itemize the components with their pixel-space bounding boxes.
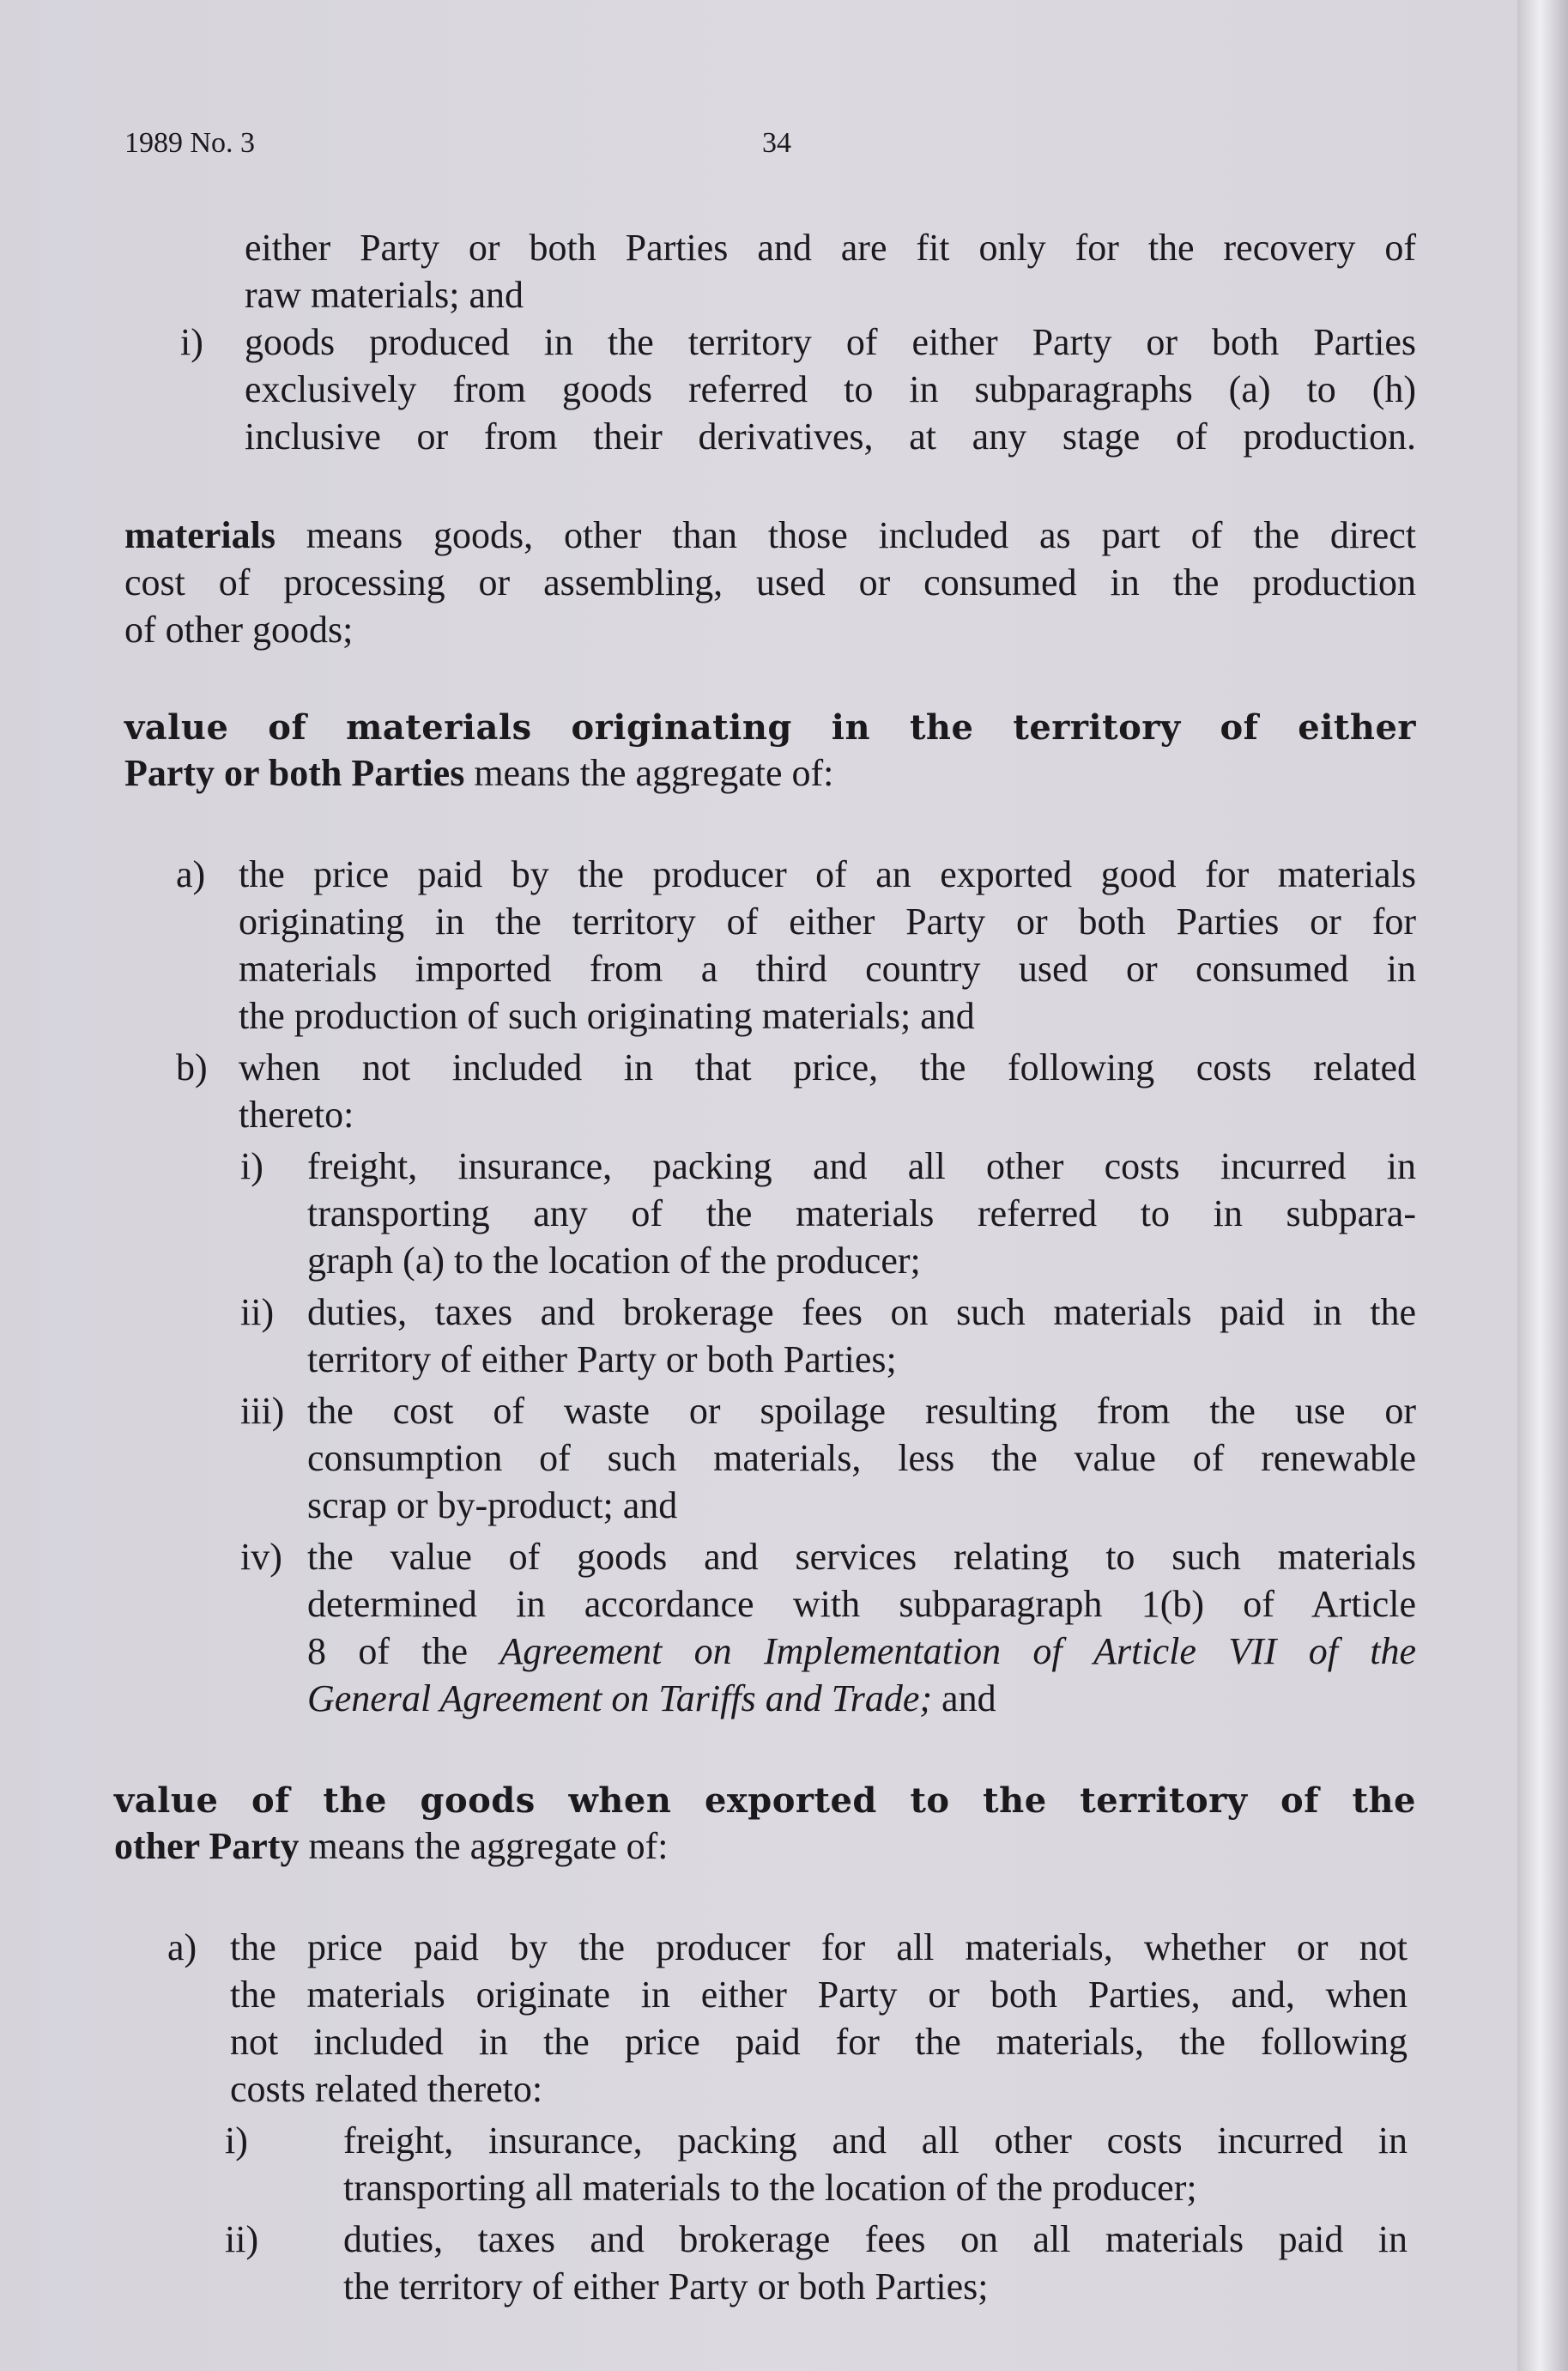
text-line: the price paid by the producer for all materials, whether or not bbox=[230, 1926, 1408, 1968]
text-run: and bbox=[932, 1677, 996, 1719]
text-line: exclusively from goods referred to in subparagraphs (a) to (h) bbox=[245, 368, 1416, 410]
header-citation: 1989 No. 3 bbox=[124, 127, 256, 159]
text-line: originating in the territory of either Party or both Parties or for bbox=[239, 900, 1416, 943]
page-number: 34 bbox=[762, 127, 791, 159]
text-line: materials imported from a third country used or consumed in bbox=[239, 948, 1416, 990]
text-line bbox=[114, 1824, 668, 1868]
agreement-title: Agreement on Implementation of Article VII of the bbox=[499, 1630, 1417, 1672]
page-edge bbox=[1517, 0, 1568, 2371]
list-marker: a) bbox=[176, 853, 206, 895]
list-marker: iii) bbox=[240, 1390, 285, 1432]
text-line: cost of processing or assembling, used or consumed in the production bbox=[124, 561, 1416, 603]
text-line: costs related thereto: bbox=[230, 2068, 543, 2110]
text-line bbox=[307, 1629, 1416, 1673]
list-marker: i) bbox=[225, 2119, 248, 2162]
text-line: raw materials; and bbox=[245, 274, 524, 316]
text-line: territory of either Party or both Parties; bbox=[307, 1338, 897, 1380]
definition-text: means the aggregate of: bbox=[308, 1825, 669, 1867]
text-line: the materials originate in either Party or both Parties, and, when bbox=[230, 1974, 1408, 2016]
list-marker: i) bbox=[240, 1145, 263, 1187]
list-marker: i) bbox=[180, 321, 203, 363]
text-line: transporting all materials to the location of the producer; bbox=[343, 2167, 1197, 2209]
defined-term: Party or both Parties bbox=[124, 752, 465, 794]
defined-term: other Party bbox=[114, 1825, 300, 1867]
defined-term: value of the goods when exported to the territory of the bbox=[114, 1780, 1416, 1821]
text-line: duties, taxes and brokerage fees on all materials paid in bbox=[343, 2218, 1408, 2260]
definition-text: means the aggregate of: bbox=[474, 752, 834, 794]
text-line: of other goods; bbox=[124, 609, 354, 651]
text-line: when not included in that price, the following costs related bbox=[239, 1046, 1416, 1088]
text-line bbox=[124, 513, 1416, 557]
text-line: scrap or by-product; and bbox=[307, 1484, 678, 1526]
text-run: 8 of the bbox=[307, 1630, 500, 1672]
defined-term: materials bbox=[124, 514, 275, 556]
text-line: the value of goods and services relating to such materials bbox=[307, 1536, 1416, 1578]
defined-term: value of materials originating in the territory of either bbox=[124, 707, 1416, 748]
text-line: not included in the price paid for the materials, the following bbox=[230, 2021, 1408, 2063]
list-marker: ii) bbox=[225, 2218, 259, 2260]
list-marker: ii) bbox=[240, 1291, 275, 1333]
agreement-title: General Agreement on Tariffs and Trade; bbox=[307, 1677, 933, 1719]
text-line: the price paid by the producer of an exported good for materials bbox=[239, 853, 1416, 895]
text-line: determined in accordance with subparagraph 1(b) of Article bbox=[307, 1583, 1416, 1625]
text-line: graph (a) to the location of the producer; bbox=[307, 1240, 921, 1282]
text-line: freight, insurance, packing and all other costs incurred in bbox=[343, 2119, 1408, 2162]
text-line: either Party or both Parties and are fit only for the recovery of bbox=[245, 227, 1416, 269]
list-marker: b) bbox=[176, 1046, 208, 1088]
definition-text: means goods, other than those included as part of the direct bbox=[306, 514, 1417, 556]
text-line: transporting any of the materials referred to in subpara- bbox=[307, 1192, 1416, 1234]
text-line: freight, insurance, packing and all other costs incurred in bbox=[307, 1145, 1416, 1187]
text-line: the production of such originating materials; and bbox=[239, 995, 975, 1037]
text-line: the territory of either Party or both Parties; bbox=[343, 2265, 989, 2307]
text-line bbox=[307, 1677, 996, 1720]
text-line: the cost of waste or spoilage resulting from the use or bbox=[307, 1390, 1416, 1432]
list-marker: iv) bbox=[240, 1536, 282, 1578]
list-marker: a) bbox=[167, 1926, 197, 1968]
text-line bbox=[124, 751, 833, 795]
text-line: consumption of such materials, less the value of renewable bbox=[307, 1437, 1416, 1479]
text-line: goods produced in the territory of either Party or both Parties bbox=[245, 321, 1416, 363]
text-line: thereto: bbox=[239, 1094, 354, 1136]
text-line: inclusive or from their derivatives, at any stage of production. bbox=[245, 415, 1416, 458]
text-line: duties, taxes and brokerage fees on such materials paid in the bbox=[307, 1291, 1416, 1333]
